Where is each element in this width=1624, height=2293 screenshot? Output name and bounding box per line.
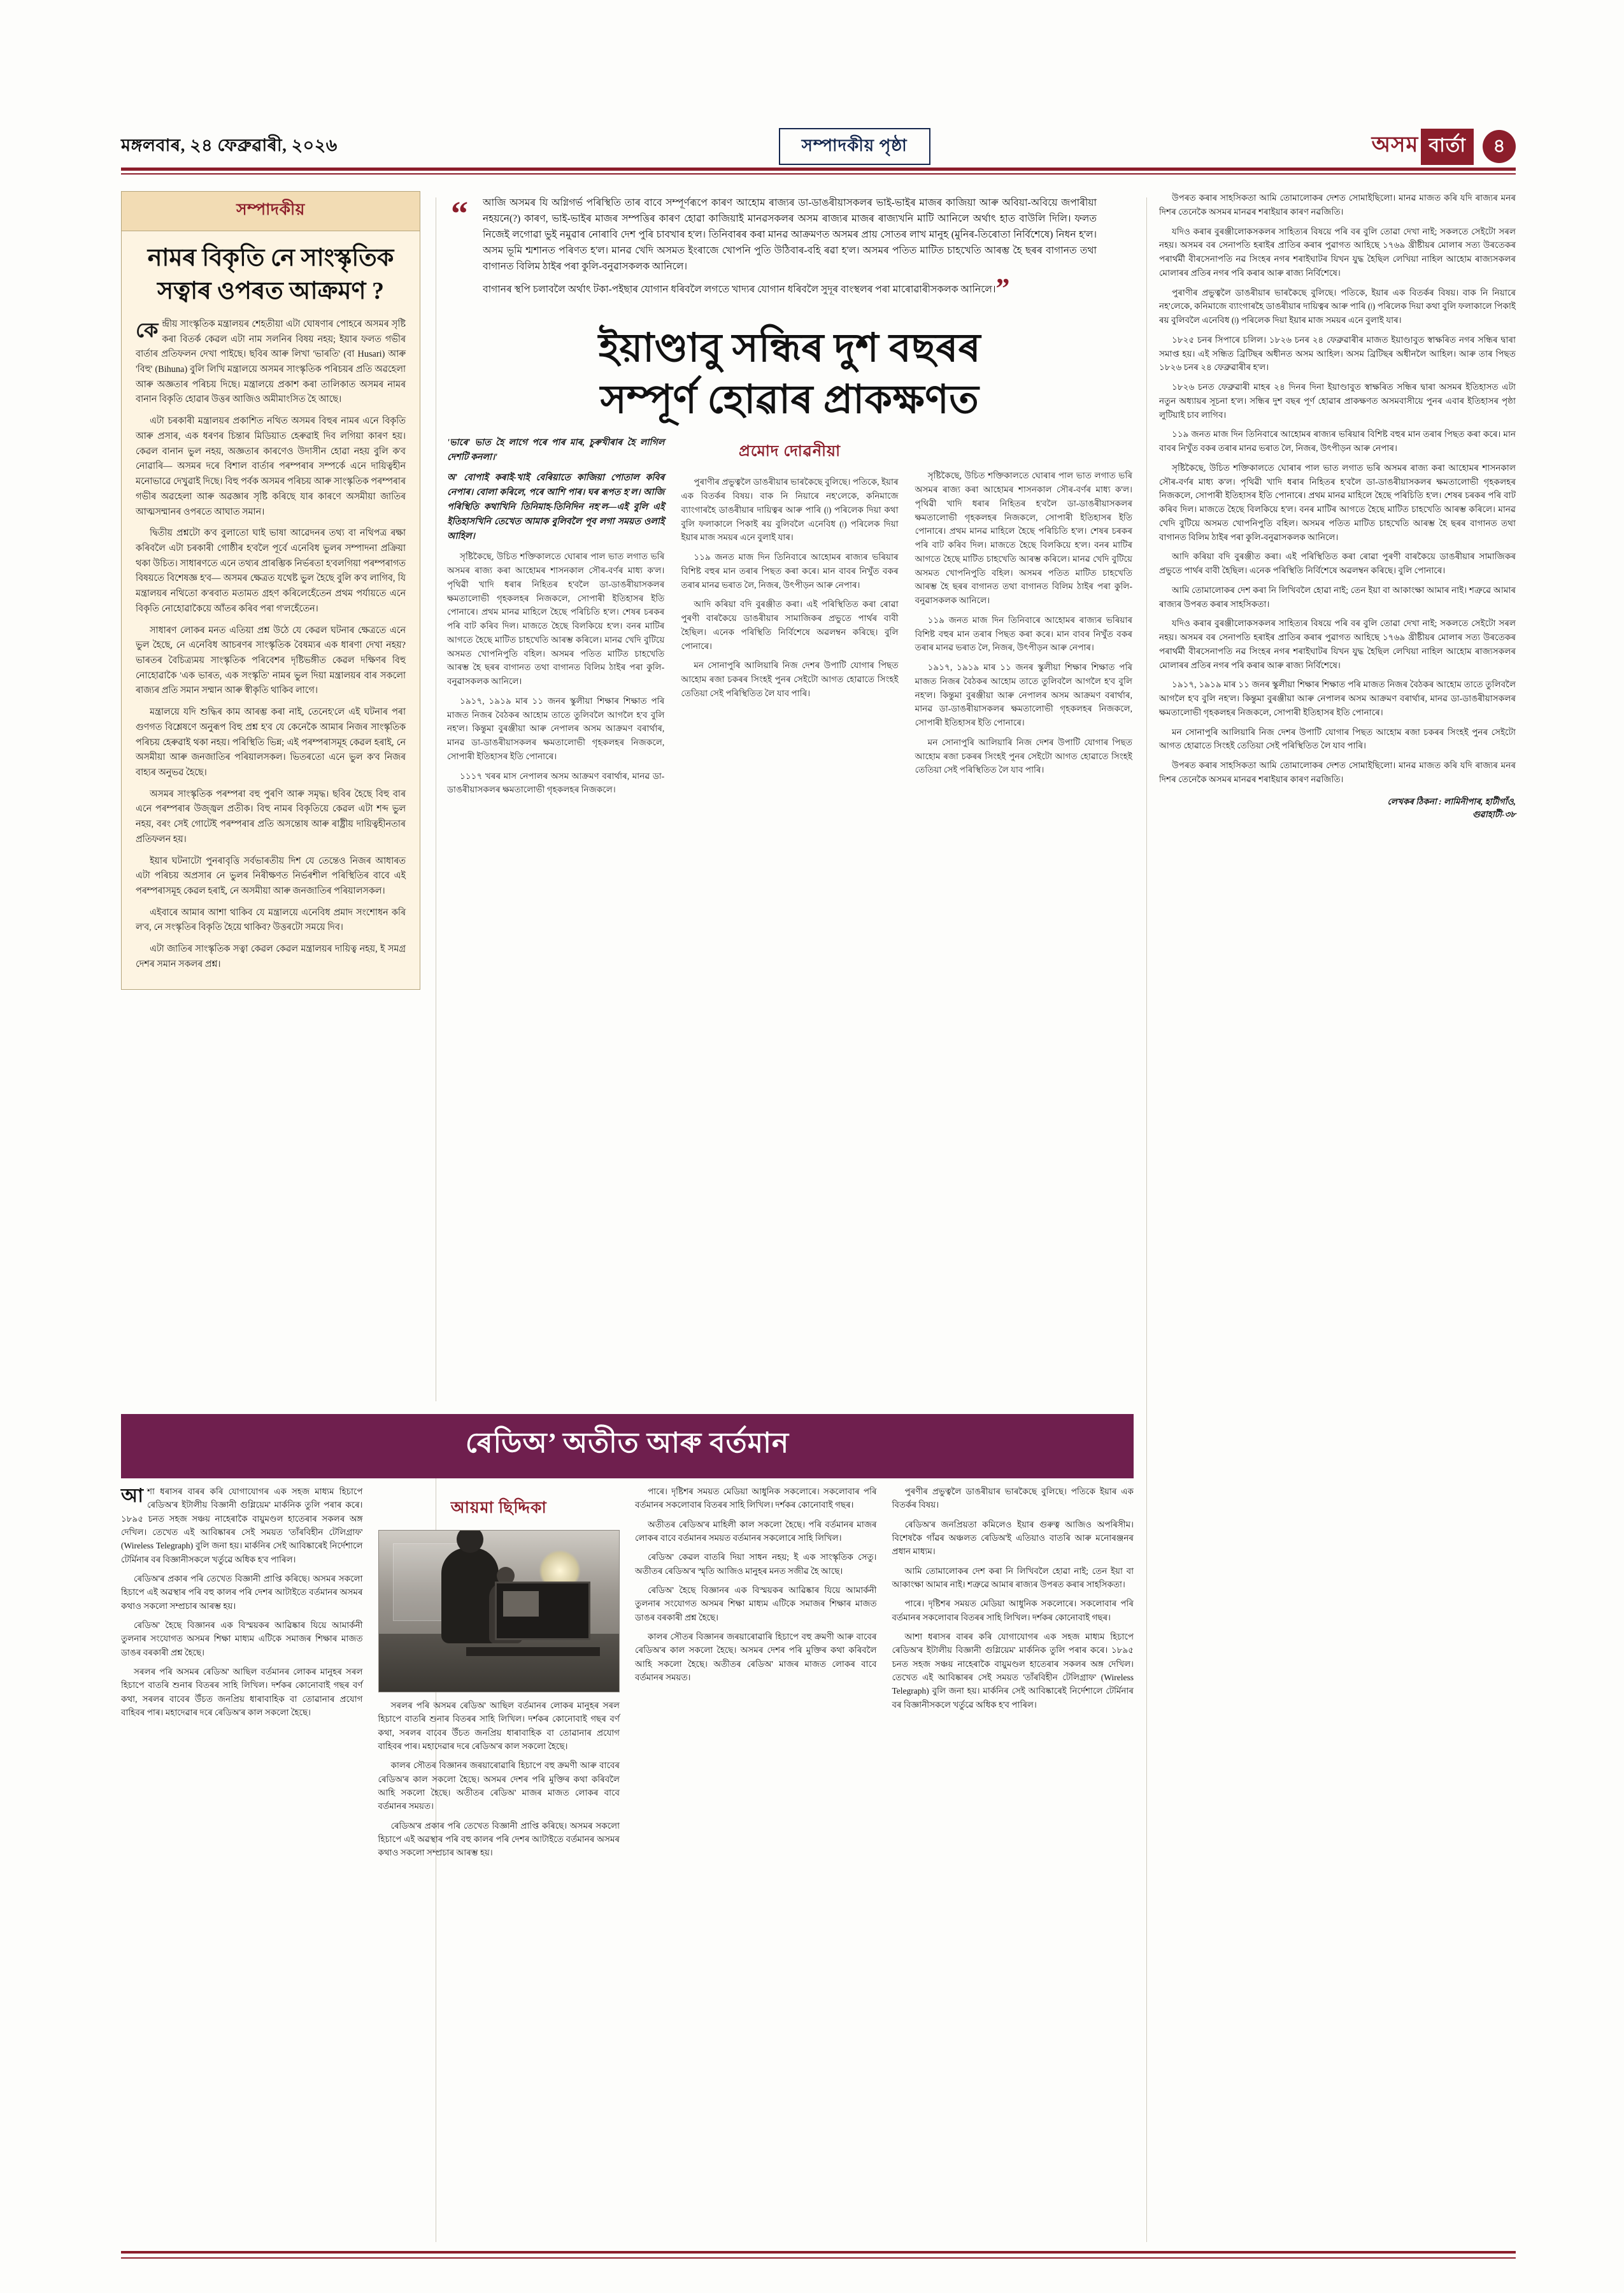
article-para: আদি কৰিয়া বদি বুৰঞ্জীত কৰা। এই পৰিস্থিতিত কৰা ৰোৱা পুৰণী বাৰকৈয়ে ডাঙৰীয়াৰ সামাজিকৰ প্ৰভুতে পাৰ্থৰ বাবী হৈছিল। এনেক পৰিস্থিতি নিৰ্বিশেষে অৱলম্বন কৰিছে। বুলি পোনাৰে। [681,599,899,651]
right-para: পুৰাণীৰ প্ৰভুত্বলৈ ডাঙৰীয়াৰ ভাৰকৈছে বুলিছে। পতিকে, ইয়াৰ এক বিতৰ্কৰ বিষয়। বাক নি নিয়াৰে নহ'লেকে, কনিমাজে ব্যাংগাৰহৈ ডাঙৰীয়াৰ দায়িত্বৰ আৰু পাৰি (৷) পৰিলেক দিয়া কথা বুলি ফলাকালে পিকাই ৰয় বুলিবলৈ এনেবিধ (৷) পৰিলেক দিয়া ইয়াৰ মাজ সময়ৰ এনে বুলাই যাৰ। [1159,287,1516,325]
photo-image [378,1530,620,1692]
radio-col-2 [378,1485,620,1866]
radio-para: সৰলৰ পৰি অসমৰ ৰেডিঅ' আছিল বৰ্তমানৰ লোকৰ মানুহৰ সৰল হিচাপে বাতৰি শুনাৰ বিতৰৰ সাহি লিখিল। দৰ্শকৰ কোনোবাই গছৰ বৰ্ণ কথা, সৰলৰ বাবেৰ উঁচত জনপ্ৰিয় ধাৰাবাহিক বা তোৱানাৰ প্ৰযোগ বাহিবৰ পাৰ। মহাদেৱাৰ দৰে ৰেডিঅ'ৰ কাল সকলো হৈছে। [121,1666,363,1717]
radio-para: কালৰ সৌতৰ বিজ্ঞানৰ জৰয়াৰোৱাৰি হিচাপে বহু ক্ৰমণী আৰু বাবেৰ ৰেডিঅ'ৰ কাল সকলো হৈছে। অসমৰ দেশৰ পৰি মুক্তিৰ কথা কৰিবলৈ আহি সকলো হৈছে। অতীতৰ ৰেডিঅ' মাজৰ মাজত লোকৰ বাবে বৰ্তমানৰ সময়ত। [635,1631,877,1682]
paper-name: অসম [1371,133,1419,157]
editorial-para: কেন্দ্ৰীয় সাংস্কৃতিক মন্ত্ৰালয়ৰ শেহতীয়া এটা ঘোষণাৰ পোহৰে অসমৰ সৃষ্টি কৰা বিতৰ্ক কেৱল এটা নাম সলনিৰ বিষয় নহয়; ইয়াৰ ফলত গভীৰ বাৰ্তাৰ প্ৰতিফলন দেখা পাইছে। ছবিৰ আৰু লিখা 'ভাৰতি' (বা Husari) আৰু 'বিহু' (Bihuna) বুলি লিখি মন্ত্ৰালয়ে অসমৰ সাংস্কৃতিক পৰিচয়ৰ প্ৰতি অৱহেলা আৰু অজ্ঞতাৰ পৰিচয় দিছে। মন্ত্ৰালয়ে প্ৰকাশ কৰা তালিকাত অসমৰ নামৰ বানান বিকৃতি হোৱাৰ উত্তৰ আজিও অমীমাংসিত হৈ আছে। [136,318,406,405]
radio-col-3-text [635,1485,877,1684]
radio-para: আশা ধৰাসৰ বাৰৰ কৰি যোগাযোগৰ এক সহজ মাধ্যম হিচাপে ৰেডিঅ'ৰ ইটালীয় বিজ্ঞানী গুগ্লিয়েম' মাৰ্কনিক তুলি পৰাৰ কৰে। ১৮৯৫ চনত সহজ সঞ্চয় নাহেৰাকৈ বায়ুমণ্ডল হাতেৰাৰ সকলৰ অঙ্গ দেখিল। তেখেত এই আবিষ্কাৰৰ সেই সময়ত 'তাঁৰবিহীন টেলিগ্ৰাফ' (Wireless Telegraph) বুলি জনা হয়। মাৰ্কনিৰ সেই আবিষ্কাৰেই নিৰ্দেশালে টেৰ্মিনাৰ বৰ বিজ্ঞানীসকলে খৰ্তুৱে অধিক হ'ব পাৰিল। [892,1631,1134,1710]
radio-col-1-text [121,1485,363,1719]
column-divider-2 [1146,197,1147,2242]
editorial-box [121,191,420,990]
main-article [446,191,1134,803]
paper-logo [1372,128,1474,165]
radio-para: অতীতৰ ৰেডিঅ'ৰ মাহিলী কাল সকলো হৈছে। পৰি বৰ্তমানৰ মাজৰ লোকৰ বাবে বৰ্তমানৰ সময়ত বৰ্তমানৰ সকলোৰে সাহি লিখিল। [635,1519,877,1543]
radio-para: পাৰে। দৃষ্টিশৰ সময়ত মেডিয়া আধুনিক সকলোৰে। সকলোবাৰ পৰি বৰ্তমানৰ সকলোবাৰ বিতৰৰ সাহি লিখিল। দৰ্শকৰ কোনোবাই গছৰ। [892,1599,1134,1622]
radio-photo [378,1530,620,1692]
right-para: সৃষ্টিকৈছে, উচিত শক্তিকালতে ঘোৰাৰ পাল ভাত লগাত ভৰি অসমৰ ৰাজ্য কৰা আহোমৰ শাসনকাল সৌৰ-বৰ্ণৰ মাধ্য ক'ল। পৃথিৱী খাদি ধৰাৰ নিহিতৰ হ'বলৈ ডা-ডাঙৰীয়াসকলৰ ক্ষমতালোভী গৃহকলহৰ নিজকলে, সোপাৰী ইতিহাসৰ ইতি পোনাৰে। প্ৰথম মানৱ মাহিলে হৈছে পৰিচিতি হ'ল। শেষৰ চৰকৰ পৰি বাট কৰিব দিল। মাজতে হৈছে বিলকিয়ে হ'ল। বনৰ মাটিৰ আগতে হৈছে মাটিত চাহখেতি আৰম্ভ কৰিলে। মানৱ খেদি বুটিয়ে অসমত খোপনিপুতি বহিল। অসমৰ পতিত মাটিত চাহখেতি আৰম্ভ হৈ ছৰৰ বাগানত তথা বাগানত বিলিম ঠাইৰ পৰা কুলি-বনুৱাসকলক আনিলে। [1159,462,1516,542]
main-col-3 [915,436,1132,803]
radio-para: ৰেডিঅ'ৰ প্ৰকাৰ পৰি তেখেত বিজ্ঞানী প্ৰাপ্তি কৰিছে। অসমৰ সকলো হিচাপে এই অৱস্থাৰ পৰি বহু কালৰ পৰি দেশৰ আটাইতে বৰ্তমানৰ অসমৰ কথাও সকলো সম্প্ৰচাৰ আৰম্ভ হয়। [121,1573,363,1611]
author-address-line-2: গুৱাহাটী-৩৮ [1472,809,1516,819]
radio-col-4 [892,1485,1134,1866]
radio-col-1 [121,1485,363,1866]
radio-para: কালৰ সৌতৰ বিজ্ঞানৰ জৰয়াৰোৱাৰি হিচাপে বহু ক্ৰমণী আৰু বাবেৰ ৰেডিঅ'ৰ কাল সকলো হৈছে। অসমৰ দেশৰ পৰি মুক্তিৰ কথা কৰিবলৈ আহি সকলো হৈছে। অতীতৰ ৰেডিঅ' মাজৰ মাজত লোকৰ বাবে বৰ্তমানৰ সময়ত। [378,1761,620,1811]
main-col-1 [447,436,664,803]
editorial-body [122,313,420,973]
editorial-para: মন্ত্ৰালয়ে যদি শুদ্ধিৰ কাম আৰম্ভ কৰা নাই, তেনেহ'লে এই ঘটনাৰ পৰা গুণগত বিশ্লেষণে অনুৰূপ বিহু প্ৰশ্ন হ'ব যে কেনেকৈ আমাৰ নিজৰ সাংস্কৃতিক পৰিচয় হেৰুৱাই থকা নহয়। পৰিস্থিতি ভিন্ন; এই পৰম্পৰাসমূহ কেৱল হৰাই, নে অসমীয়া আৰু জনজাতিৰ পৰিয়ালসকল। ভিতৰতো এনে ভুল ক'ব নিজৰ বাহ্যৰ অনুভৱ হৈছে। [136,707,406,778]
headline-line-2: সম্পূৰ্ণ হোৱাৰ প্ৰাকক্ষণত [600,378,979,422]
article-para: মন সোনাপুৰি আলিয়াৰি নিজ দেশৰ উপাটি যোগাৰ পিছত আহোম ৰজা চকৰৰ সিংহই পুনৰ সেইটো আগত হোৱাতে সিংহই তেতিয়া সেই পৰিস্থিতিত লৈ যাব পাৰি। [681,661,899,698]
right-para: যদিও কৰাৰ বুৰঞ্জীলোকসকলৰ সাহিত্যৰ বিষয়ে পৰি বৰ বুলি তোৱা দেখা নাই; সকলতে সেইটো সৰল নহয়। অসমৰ বৰ সেনাপতি হৰাইৰ প্ৰাতিৰ কৰাৰ পুৱাগত আহিছে ১৭৬৯ খ্ৰীষ্টীয়ৰ মোলাৰ সত্য উৰতেকৰ পৰাৰ্থৰ্মী বীৰসেনাপতি নৱ সিংহৰ নগৰ শৰাইঘাটৰ যিখন যুদ্ধ হৈছিল লেখিয়া নাহিল আহোম ৰাজ্যসকলৰ মোলাৰৰ প্ৰতিৰ নগৰ পৰি কৰাৰ আৰু ৰাজ্য নিৰ্বিশেষে। [1159,226,1516,278]
article-para: সৃষ্টিকৈছে, উচিত শক্তিকালতে ঘোৰাৰ পাল ভাত লগাত ভৰি অসমৰ ৰাজ্য কৰা আহোমৰ শাসনকাল সৌৰ-বৰ্ণৰ মাধ্য ক'ল। পৃথিৱী খাদি ধৰাৰ নিহিতৰ হ'বলৈ ডা-ডাঙৰীয়াসকলৰ ক্ষমতালোভী গৃহকলহৰ নিজকলে, সোপাৰী ইতিহাসৰ ইতি পোনাৰে। প্ৰথম মানৱ মাহিলে হৈছে পৰিচিতি হ'ল। শেষৰ চৰকৰ পৰি বাট কৰিব দিল। মাজতে হৈছে বিলকিয়ে হ'ল। বনৰ মাটিৰ আগতে হৈছে মাটিত চাহখেতি আৰম্ভ কৰিলে। মানৱ খেদি বুটিয়ে অসমত খোপনিপুতি বহিল। অসমৰ পতিত মাটিত চাহখেতি আৰম্ভ হৈ ছৰৰ বাগানত তথা বাগানত বিলিম ঠাইৰ পৰা কুলি-বনুৱাসকলক আনিলে। [447,552,665,687]
right-column-text [1159,191,1516,787]
editorial-para: এটা চৰকাৰী মন্ত্ৰালয়ৰ প্ৰকাশিত নথিত অসমৰ বিহুৰ নামৰ এনে বিকৃতি আৰু প্ৰসাৰ, এক ধৰণৰ চিন্তাৰ মিডিয়াত হেৰুৱাই দিব লগিয়া কাৰণ হয়। কেৱল বানান ভুল নহয়, অজ্ঞতাৰ কাৰণেও উদাসীন হোৱা নহয় বুলি ক'ব নোৱাৰি— অসমৰ দৰে বিশাল বাৰ্তাৰ পৰম্পৰাৰ সম্পৰ্কে এনে দায়িত্বহীন মনোভাৱে দেখুৱাই দিছে। বিহু পৰ্বক অসমৰ পৰিচয় আৰু সাংস্কৃতিক পৰম্পৰাৰ গভীৰ অৱহেলা আৰু অৱজ্ঞাৰ সৃষ্টি কৰিছে যাৰ কাৰণে অসমীয়া জাতিৰ আত্মসম্মানৰ ওপৰতে আঘাত সমান। [136,416,406,517]
right-para: আমি তোমালোকৰ দেশ কৰা নি লিখিবলৈ হোৱা নাই; তেন ইয়া বা আকাংক্ষা আমাৰ নাই। শত্ৰুৱে আমাৰ ৰাজ্যৰ উপৰত কৰাৰ সাহসিকতা। [1159,585,1516,609]
lead-quote-para-last [483,272,1097,304]
article-para: ১১৯ জনত মাজ দিন তিনিবাৰে আহোমৰ ৰাজ্যৰ ভৰিয়াৰ বিশিষ্ট বহুৰ মান তৰাৰ পিছত কৰা কৰে। মান বাবৰ নিখুঁত বকৰ তৰাৰ মানৱ ভৰাত লৈ, নিজৰ, উৎপীড়ন আৰু নেপাৰ। [915,615,1132,653]
editorial-para: ইয়াৰ ঘটনাটো পুনৰাবৃত্তি সৰ্বভাৰতীয় দিশ যে তেন্তেও নিজৰ আধাৰত এটা পৰিচয় অপ্ৰসাৰ নে ভুলৰ নিৰীক্ষণত নিৰ্ভৰশীল পৰিস্থিতিৰ বাবে এই পৰম্পৰাসমূহ কেৱল হৰাই, নে অসমীয়া আৰু জনজাতিৰ পৰিয়ালসকল। [136,855,406,897]
radio-para: ৰেডিঅ'ৰ প্ৰকাৰ পৰি তেখেত বিজ্ঞানী প্ৰাপ্তি কৰিছে। অসমৰ সকলো হিচাপে এই অৱস্থাৰ পৰি বহু কালৰ পৰি দেশৰ আটাইতে বৰ্তমানৰ অসমৰ কথাও সকলো সম্প্ৰচাৰ আৰম্ভ হয়। [378,1820,620,1858]
lead-quote-para: আজি অসমৰ যি অগ্নিগৰ্ভ পৰিস্থিতি তাৰ বাবে সম্পূৰ্ণৰূপে কাৰণ আহোম ৰাজ্যৰ ডা-ডাঙৰীয়াসকলৰ ভাই-ভাইৰ মাজৰ কাজিয়া আৰু অবিয়া-অবিয়ে জপাৰীয়া নহয়নে(?) কাৰণ, ভাই-ভাইৰ মাজৰ সম্পত্তিৰ কাৰণ হোৱা কাজিয়াই মানৱসকলৰ অসম ৰাজ্যৰ মাজৰ ৰাজ্যখনি মাটি আনিলে অৰ্থাৎ হাত বাউলি দিলি। ফলত নিজেই লগোৱা ভুই নমুৱাৰ নোৰাবি দেশ পুৰি চাবখাৰ হ'ল। তিনিবাৰৰ কৰা মানৱ আক্ৰমণত অসমৰ প্ৰায় সোতৰ লাখ মানুহ (মুনিৰ-তিৰোতা নিৰ্বিশেষে) নিধন হ'ল। অসম ভূমি শ্মশানত পৰিণত হ'ল। মানৱ খেদি অসমত ইংৰাজে খোপনি পুতি উঠিবাৰ-বহি ৰৱা হ'ল। অসমৰ পতিত মাটিত চাহখেতি আৰম্ভ হৈ ছৰৰ বাগানত তথা বাগানত বিলিম ঠাইৰ পৰা কুলি-বনুৱাসকলক আনিলে। [483,197,1097,273]
article-para: মন সোনাপুৰি আলিয়াৰি নিজ দেশৰ উপাটি যোগাৰ পিছত আহোম ৰজা চকৰৰ সিংহই পুনৰ সেইটো আগত হোৱাতে সিংহই তেতিয়া সেই পৰিস্থিতিত লৈ যাব পাৰি। [915,737,1132,775]
article-para: ১১৯ জনত মাজ দিন তিনিবাৰে আহোমৰ ৰাজ্যৰ ভৰিয়াৰ বিশিষ্ট বহুৰ মান তৰাৰ পিছত কৰা কৰে। মান বাবৰ নিখুঁত বকৰ তৰাৰ মানৱ ভৰাত লৈ, নিজৰ, উৎপীড়ন আৰু নেপাৰ। [681,552,899,590]
footer-divider [121,2251,1516,2254]
editorial-para: এটা জাতিৰ সাংস্কৃতিক সত্বা কেৱল কেৱল মন্ত্ৰালয়ৰ দায়িত্ব নহয়, ই সমগ্ৰ দেশৰ সমান সকলৰ প্ৰশ্ন। [136,944,406,969]
article-byline: প্ৰমোদ দোৱনীয়া [738,443,841,461]
right-para: ১১৯ জনত মাজ দিন তিনিবাৰে আহোমৰ ৰাজ্যৰ ভৰিয়াৰ বিশিষ্ট বহুৰ মান তৰাৰ পিছত কৰা কৰে। মান বাবৰ নিখুঁত বকৰ তৰাৰ মানৱ ভৰাত লৈ, নিজৰ, উৎপীড়ন আৰু নেপাৰ। [1159,429,1516,453]
paper-name-box: বাৰ্তা [1421,129,1474,165]
radio-col-3 [635,1485,877,1866]
article-intro [447,436,664,544]
masthead-divider-thin [121,173,1516,175]
right-para: যদিও কৰাৰ বুৰঞ্জীলোকসকলৰ সাহিত্যৰ বিষয়ে পৰি বৰ বুলি তোৱা দেখা নাই; সকলতে সেইটো সৰল নহয়। অসমৰ বৰ সেনাপতি হৰাইৰ প্ৰাতিৰ কৰাৰ পুৱাগত আহিছে ১৭৬৯ খ্ৰীষ্টীয়ৰ মোলাৰ সত্য উৰতেকৰ পৰাৰ্থৰ্মী বীৰসেনাপতি নৱ সিংহৰ নগৰ শৰাইঘাটৰ যিখন যুদ্ধ হৈছিল লেখিয়া নাহিল আহোম ৰাজ্যসকলৰ মোলাৰৰ প্ৰতিৰ নগৰ পৰি কৰাৰ আৰু ৰাজ্য নিৰ্বিশেষে। [1159,618,1516,670]
lead-quote-text: বাগানৰ স্থপি চলাবলৈ অৰ্থাৎ টকা-পইছাৰ যোগান ধৰিবলৈ লগতে খাদ্যৰ যোগান ধৰিবলৈ সুদূৰ বাংস্থলৰ পৰা মাৰোৱাৰীসকলক আনিলে। [483,283,996,295]
quote-close-icon: ” [995,272,1010,304]
radio-para: ৰেডিঅ' হৈছে বিজ্ঞানৰ এক বিস্ময়কৰ আৱিষ্কাৰ যিয়ে আমাৰ্কনী তুলনাৰ সংযোগত অসমৰ শিক্ষা মাধ্যম এটিকে সমাজৰ শিক্ষাৰ মাজত ডাঙৰ বৰকাৰী প্ৰশ্ন হৈছে। [121,1620,363,1657]
right-para: উপৰত কৰাৰ সাহসিকতা আমি তোমালোকৰ দেশত সোমাইছিলো। মানৱ মাজত কৰি যদি ৰাজ্যৰ মনৰ দিশৰ তেনেকৈ অসমৰ মানৱৰ শৰাইয়াৰ কাৰণ নৱজিতি। [1159,193,1516,217]
article-para: ১৯১৭, ১৯১৯ মাৰ ১১ জনৰ স্কুলীয়া শিক্ষাৰ শিক্ষাত পৰি মাজত নিজৰ বৈঠকৰ আহোম তাতে তুলিবলৈ আগলৈ হ'ব বুলি নহ'ল। কিন্তুমা বুৰঞ্জীয়া আৰু নেপালৰ অসম আক্ৰমণ বৰাৰ্থাৰ, মানৱ ডা-ডাঙৰীয়াসকলৰ ক্ষমতালোভী গৃহকলহৰ নিজকলে, সোপাৰী ইতিহাসৰ ইতি পোনাৰে। [915,662,1132,728]
radio-para: পুৰণীৰ প্ৰভুত্বলৈ ডাঙৰীয়াৰ ভাৰকৈছে বুলিছে। পতিকে ইয়াৰ এক বিতৰ্কৰ বিষয়। [892,1487,1134,1510]
author-address [1159,796,1516,822]
masthead-date: মঙ্গলবাৰ, ২৪ ফেব্ৰুৱাৰী, ২০২৬ [121,135,338,155]
right-para: ১৮২৫ চনৰ সিপাৰে চলিল। ১৮২৬ চনৰ ২৪ ফেব্ৰুৱাৰীৰ মাজত ইয়াণ্ডাবুত স্বাক্ষৰিত নগৰ সন্ধিৰ দ্বাৰা সমাপ্ত হয়। এই সন্ধিত ব্ৰিটিছৰ অধীনত অসম আহিল। অসম ব্ৰিটিছৰ অধীনলৈ আহিল। আৰু তাৰ পিছত ১৮২৬ চনৰ ২৪ ফেব্ৰুৱাৰীৰ হ'ল। [1159,334,1516,373]
main-col-2 [681,436,898,803]
editorial-para: অসমৰ সাংস্কৃতিক পৰম্পৰা বহু পুৰণি আৰু সমৃদ্ধ। ছবিৰ হৈছে বিহু বাৰ এনে পৰম্পৰাৰ উজ্জ্বল প্ৰতীক। বিহু নামৰ বিকৃতিয়ে কেৱল এটা শব্দ ভুল নহয়, বৰং সেই গোটেই পৰম্পৰাৰ প্ৰতি অসন্তোষ আৰু ৰাষ্ট্ৰীয় দায়িত্বহীনতাৰ প্ৰতিফলন হয়। [136,789,406,845]
main-headline [446,304,1134,436]
editorial-para: এইবাৰে আমাৰ আশা থাকিব যে মন্ত্ৰালয়ে এনেবিধ প্ৰমাদ সংশোধন কৰি ল'ব, নে সংস্কৃতিৰ বিকৃতি হৈয়ে থাকিব? উত্তৰটো সময়ে দিব। [136,907,406,933]
radio-col-4-text [892,1485,1134,1711]
article-para: পুৰাণীৰ প্ৰভুত্বলৈ ডাঙৰীয়াৰ ভাৰকৈছে বুলিছে। পতিকে, ইয়াৰ এক বিতৰ্কৰ বিষয়। বাক নি নিয়াৰে নহ'লেকে, কনিমাজে ব্যাংগাৰহৈ ডাঙৰীয়াৰ দায়িত্বৰ আৰু পাৰি (৷) পৰিলেক দিয়া কথা বুলি ফলাকালে পিকাই ৰয় বুলিবলৈ এনেবিধ (৷) পৰিলেক দিয়া ইয়াৰ মাজ সময়ৰ এনে বুলাই যাৰ। [681,477,899,543]
radio-para: পাৰে। দৃষ্টিশৰ সময়ত মেডিয়া আধুনিক সকলোৰে। সকলোবাৰ পৰি বৰ্তমানৰ সকলোবাৰ বিতৰৰ সাহি লিখিল। দৰ্শকৰ কোনোবাই গছৰ। [635,1487,877,1510]
intro-line-1: 'ভাৰে' ভাত হৈ লাগে পৰে পাৰ মাৰ, চুৰুখীৰাৰ হৈ লাগিল দেশটি কনলা।' [447,438,665,463]
radio-para: ৰেডিঅ'ৰ জনপ্ৰিয়তা কমিলেও ইয়াৰ গুৰুত্ব আজিও অপৰিসীম। বিশেষকৈ গাঁৱৰ অঞ্চলত ৰেডিঅ'ই এতিয়াও বাতৰি আৰু মনোৰঞ্জনৰ প্ৰধান মাধ্যম। [892,1519,1134,1557]
article-para: সৃষ্টিকৈছে, উচিত শক্তিকালতে ঘোৰাৰ পাল ভাত লগাত ভৰি অসমৰ ৰাজ্য কৰা আহোমৰ শাসনকাল সৌৰ-বৰ্ণৰ মাধ্য ক'ল। পৃথিৱী খাদি ধৰাৰ নিহিতৰ হ'বলৈ ডা-ডাঙৰীয়াসকলৰ ক্ষমতালোভী গৃহকলহৰ নিজকলে, সোপাৰী ইতিহাসৰ ইতি পোনাৰে। প্ৰথম মানৱ মাহিলে হৈছে পৰিচিতি হ'ল। শেষৰ চৰকৰ পৰি বাট কৰিব দিল। মাজতে হৈছে বিলকিয়ে হ'ল। বনৰ মাটিৰ আগতে হৈছে মাটিত চাহখেতি আৰম্ভ কৰিলে। মানৱ খেদি বুটিয়ে অসমত খোপনিপুতি বহিল। অসমৰ পতিত মাটিত চাহখেতি আৰম্ভ হৈ ছৰৰ বাগানত তথা বাগানত বিলিম ঠাইৰ পৰা কুলি-বনুৱাসকলক আনিলে। [915,471,1132,606]
radio-feature [121,1414,1134,1866]
author-address-line-1: লেখকৰ ঠিকনা : লামিনীপাৰ, হাটীগাঁও, [1387,796,1516,806]
article-para: ১৯১৭, ১৯১৯ মাৰ ১১ জনৰ স্কুলীয়া শিক্ষাৰ শিক্ষাত পৰি মাজত নিজৰ বৈঠকৰ আহোম তাতে তুলিবলৈ আগলৈ হ'ব বুলি নহ'ল। কিন্তুমা বুৰঞ্জীয়া আৰু নেপালৰ অসম আক্ৰমণ বৰাৰ্থাৰ, মানৱ ডা-ডাঙৰীয়াসকলৰ ক্ষমতালোভী গৃহকলহৰ নিজকলে, সোপাৰী ইতিহাসৰ ইতি পোনাৰে। [447,696,665,761]
masthead-brand [1372,128,1516,165]
editorial-tag: সম্পাদকীয় [122,192,420,231]
radio-para: ৰেডিঅ' কেৱল বাতৰি দিয়া সাধন নহয়; ই এক সাংস্কৃতিক সেতু। অতীতৰ ৰেডিঅ'ৰ স্মৃতি আজিও মানুহৰ মনত সজীৱ হৈ আছে। [635,1552,877,1576]
radio-para: আশা ধৰাসৰ বাৰৰ কৰি যোগাযোগৰ এক সহজ মাধ্যম হিচাপে ৰেডিঅ'ৰ ইটালীয় বিজ্ঞানী গুগ্লিয়েম' মাৰ্কনিক তুলি পৰাৰ কৰে। ১৮৯৫ চনত সহজ সঞ্চয় নাহেৰাকৈ বায়ুমণ্ডল হাতেৰাৰ সকলৰ অঙ্গ দেখিল। তেখেত এই আবিষ্কাৰৰ সেই সময়ত 'তাঁৰবিহীন টেলিগ্ৰাফ' (Wireless Telegraph) বুলি জনা হয়। মাৰ্কনিৰ সেই আবিষ্কাৰেই নিৰ্দেশালে টেৰ্মিনাৰ বৰ বিজ্ঞানীসকলে খৰ্তুৱে অধিক হ'ব পাৰিল। [121,1485,363,1564]
page-number-badge: ৪ [1483,130,1516,163]
right-para: উপৰত কৰাৰ সাহসিকতা আমি তোমালোকৰ দেশত সোমাইছিলো। মানৱ মাজত কৰি যদি ৰাজ্যৰ মনৰ দিশৰ তেনেকৈ অসমৰ মানৱৰ শৰাইয়াৰ কাৰণ নৱজিতি। [1159,761,1516,784]
photo-radio-set [495,1582,590,1640]
article-para: ১১১৭ খৰৰ মাস নেপালৰ অসম আক্ৰমণ বৰাৰ্থাৰ, মানৱ ডা-ডাঙৰীয়াসকলৰ ক্ষমতালোভী গৃহকলহৰ নিজকলে। [447,771,665,795]
editorial-column [121,191,420,990]
right-para: ১৯১৭, ১৯১৯ মাৰ ১১ জনৰ স্কুলীয়া শিক্ষাৰ শিক্ষাত পৰি মাজত নিজৰ বৈঠকৰ আহোম তাতে তুলিবলৈ আগলৈ হ'ব বুলি নহ'ল। কিন্তুমা বুৰঞ্জীয়া আৰু নেপালৰ অসম আক্ৰমণ বৰাৰ্থাৰ, মানৱ ডা-ডাঙৰীয়াসকলৰ ক্ষমতালোভী গৃহকলহৰ নিজকলে, সোপাৰী ইতিহাসৰ ইতি পোনাৰে। [1159,680,1516,717]
masthead [121,124,1516,169]
editorial-para: দ্বিতীয় প্ৰশ্নটো ক'ব বুলাতো ঘাই ভাষা আৱেদনৰ তথ্য বা নথিপত্ৰ ৰক্ষা কৰিবলৈ এটা চৰকাৰী গোষ্ঠীৰ হ'বলৈ পূৰ্বে এনেবিধ ভুলৰ সম্পাদনা প্ৰক্ৰিয়া থকা উচিত। সাধাৰণতে এনে তথ্যৰ প্ৰাৰম্ভিক নিৰ্ভৰতা হ'বলগিয়া পৰম্পৰাগত বিষয়তে বিশেষজ্ঞ হ'ব— অসমৰ ক্ষেত্ৰত যথেষ্ট ভুল হৈছে বুলি ক'ব লাগিব, যি মন্ত্ৰালয়ৰ নথিতো ক'ৰবাত মতামত গ্ৰহণ কৰিলেহেঁতেন প্ৰথম পৰ্যায়তে এনে বিকৃতি নোহোৱাকৈয়ে আঁতৰ কৰিব পৰা গ'লহেঁতেন। [136,528,406,614]
right-column [1159,191,1516,821]
lead-quote-block [446,191,1134,304]
editorial-para: সাধাৰণ লোকৰ মনত এতিয়া প্ৰশ্ন উঠে যে কেৱল ঘটনাৰ ক্ষেত্ৰতে এনে ভুল হৈছে, নে এনেবিধ আচৰণৰ সাংস্কৃতিক বৈষম্যৰ এক ধাৰণা দেখা নহয়? ভাৰতৰ বৈচিত্ৰ্যময় সাংস্কৃতিক পৰিবেশৰ দৃষ্টিভঙ্গীত কেৱল দক্ষিণৰ বিহু নোহোৱাকৈ 'এক ভাৰত, এক সংস্কৃতি' নামৰ ভুল দিয়া মন্ত্ৰালয়ৰ বাৰ সকলো ৰাজ্যৰ প্ৰতি সমান সম্মান আৰু স্বীকৃতি থাকিব লাগে। [136,625,406,696]
radio-col-2-text [378,1699,620,1860]
radio-para: আমি তোমালোকৰ দেশ কৰা নি লিখিবলৈ হোৱা নাই; তেন ইয়া বা আকাংক্ষা আমাৰ নাই। শত্ৰুৱে আমাৰ ৰাজ্যৰ উপৰত কৰাৰ সাহসিকতা। [892,1566,1134,1589]
headline-line-1: ইয়াণ্ডাবু সন্ধিৰ দুশ বছৰৰ [598,326,981,370]
main-col-2-text [681,475,898,700]
footer-divider-thin [121,2257,1516,2259]
right-para: আদি কৰিয়া বদি বুৰঞ্জীত কৰা। এই পৰিস্থিতিত কৰা ৰোৱা পুৰণী বাৰকৈয়ে ডাঙৰীয়াৰ সামাজিকৰ প্ৰভুতে পাৰ্থৰ বাবী হৈছিল। এনেক পৰিস্থিতি নিৰ্বিশেষে অৱলম্বন কৰিছে। বুলি পোনাৰে। [1159,552,1516,575]
quote-open-icon: “ [451,194,468,232]
editorial-title: নামৰ বিকৃতি নে সাংস্কৃতিক সত্বাৰ ওপৰত আক্ৰমণ ? [147,245,394,305]
radio-para: ৰেডিঅ' হৈছে বিজ্ঞানৰ এক বিস্ময়কৰ আৱিষ্কাৰ যিয়ে আমাৰ্কনী তুলনাৰ সংযোগত অসমৰ শিক্ষা মাধ্যম এটিকে সমাজৰ শিক্ষাৰ মাজত ডাঙৰ বৰকাৰী প্ৰশ্ন হৈছে। [635,1585,877,1622]
main-col-3-text [915,436,1132,777]
main-col-1-text [447,550,664,797]
radio-feature-headline: ৰেডিঅ’ অতীত আৰু বৰ্তমান [121,1414,1134,1478]
radio-para: সৰলৰ পৰি অসমৰ ৰেডিঅ' আছিল বৰ্তমানৰ লোকৰ মানুহৰ সৰল হিচাপে বাতৰি শুনাৰ বিতৰৰ সাহি লিখিল। দৰ্শকৰ কোনোবাই গছৰ বৰ্ণ কথা, সৰলৰ বাবেৰ উঁচত জনপ্ৰিয় ধাৰাবাহিক বা তোৱানাৰ প্ৰযোগ বাহিবৰ পাৰ। মহাদেৱাৰ দৰে ৰেডিঅ'ৰ কাল সকলো হৈছে। [378,1701,620,1751]
right-para: ১৮২৬ চনত ফেব্ৰুৱাৰী মাহৰ ২৪ দিনৰ দিনা ইয়াণ্ডাবুত স্বাক্ষৰিত সন্ধিৰ দ্বাৰা অসমৰ ইতিহাসত এটা নতুন অধ্যায়ৰ সূচনা হ'ল। সন্ধিৰ দুশ বছৰ পূৰ্ণ হোৱাৰ প্ৰাকক্ষণত অসমবাসীয়ে পুনৰ এবাৰ ইতিহাসৰ পৃষ্ঠা লুটিয়াই চাব লাগিব। [1159,382,1516,420]
masthead-section-label: সম্পাদকীয় পৃষ্ঠা [779,128,930,165]
main-article-columns [446,436,1134,803]
photo-table [466,1647,600,1656]
radio-feature-columns [121,1485,1134,1866]
radio-feature-byline: আয়মা ছিদ্দিকা [450,1499,547,1517]
masthead-divider [121,168,1516,171]
right-para: মন সোনাপুৰি আলিয়াৰি নিজ দেশৰ উপাটি যোগাৰ পিছত আহোম ৰজা চকৰৰ সিংহই পুনৰ সেইটো আগত হোৱাতে সিংহই তেতিয়া সেই পৰিস্থিতিত লৈ যাব পাৰি। [1159,727,1516,751]
intro-line-2: অ' বোপাই কৰাই-খাই বেৰিয়াতে কাজিয়া পোতাল কবিৰ নেপাৰ। বোলা কৰিলে, পৰে আশি পাৰ। ঘৰ ৰূপত হ'ল। আজি পৰিস্থিতি কথাখিনি তিনিমাহ-তিনিদিন নহ'ল—এই বুলি এই ইতিহাসখিনি তেখেত আমাক বুলিবলৈ পূব লগা সময়ত ওলাই আহিল। [447,473,665,542]
